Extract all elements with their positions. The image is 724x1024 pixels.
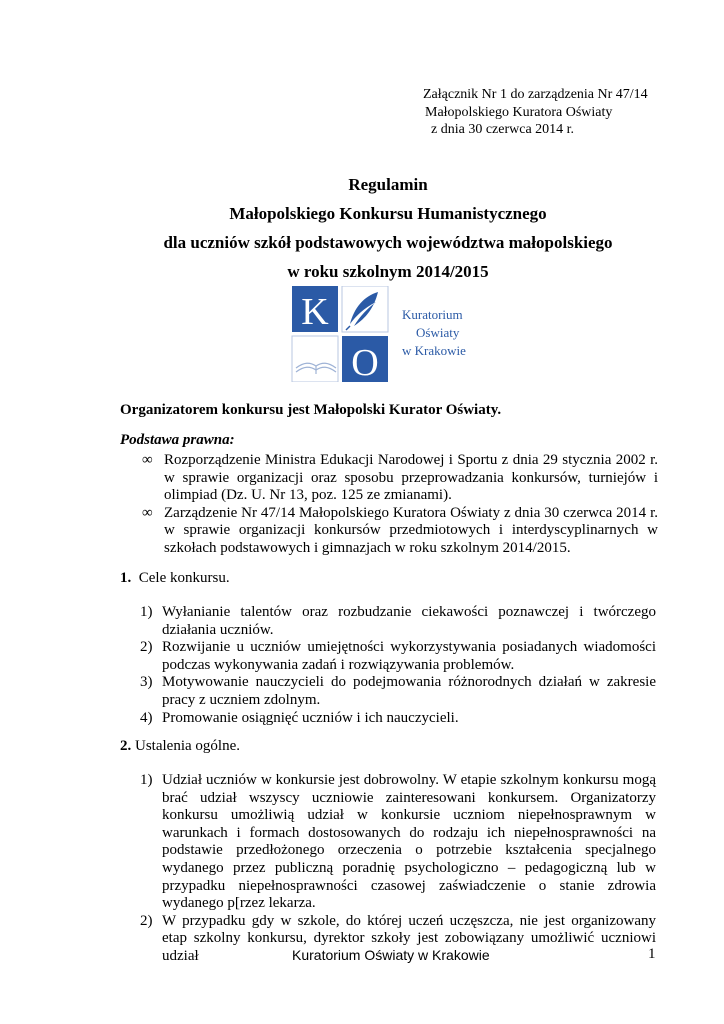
logo-k-letter: K <box>301 291 329 333</box>
section-number: 1. <box>120 570 132 586</box>
legal-basis-item <box>120 452 658 505</box>
item-text: Motywowanie nauczycieli do podejmowania różnorodnych działań w zakresie pracy z uczniem zdolnym. <box>162 674 656 708</box>
list-item <box>140 710 656 728</box>
item-text: Rozwijanie u uczniów umiejętności wykorzystywania posiadanych wiadomości podczas wykonywania zadań i rozwiązywania problemów. <box>162 639 656 673</box>
item-text: Promowanie osiągnięć uczniów i ich nauczycieli. <box>162 709 459 726</box>
section-number: 2. <box>120 738 132 754</box>
logo-text-line-2: Oświaty <box>416 325 460 340</box>
logo-book-square <box>292 336 338 382</box>
logo-text-line-1: Kuratorium <box>402 307 463 322</box>
logo-quill-square <box>342 286 388 332</box>
title-line: Regulamin <box>348 175 428 194</box>
list-item <box>140 604 656 639</box>
item-number: 4) <box>140 709 153 726</box>
list-item <box>140 772 656 913</box>
list-item <box>140 674 656 709</box>
logo-text-line-3: w Krakowie <box>402 343 466 358</box>
item-text: Wyłanianie talentów oraz rozbudzanie ciekawości poznawczej i twórczego działania uczniów. <box>162 604 656 638</box>
section-2-heading <box>120 738 240 755</box>
legal-basis-text: Zarządzenie Nr 47/14 Małopolskiego Kuratora Oświaty z dnia 30 czerwca 2014 r. w sprawie organizacji konkursów przedmiotowych i interdyscyplinarnych w szkołach podstawowych i gimnazjach w roku szkolnym 2014/2015. <box>164 504 658 556</box>
section-title: Ustalenia ogólne. <box>135 738 240 754</box>
section-title: Cele konkursu. <box>138 570 230 586</box>
legal-basis-heading: Podstawa prawna: <box>120 432 235 448</box>
item-number: 1) <box>140 604 153 620</box>
title-line: w roku szkolnym 2014/2015 <box>287 262 489 281</box>
list-item <box>140 639 656 674</box>
item-number: 3) <box>140 674 153 691</box>
organizer-statement: Organizatorem konkursu jest Małopolski Kurator Oświaty. <box>120 402 502 418</box>
logo-o-letter: O <box>351 342 379 382</box>
legal-basis-list <box>120 452 658 558</box>
kuratorium-logo <box>290 286 490 382</box>
infinity-bullet-icon: ∞ <box>142 452 153 468</box>
legal-basis-text: Rozporządzenie Ministra Edukacji Narodowej i Sportu z dnia 29 stycznia 2002 r. w sprawie organizacji oraz sposobu przeprowadzania konkursów, turniejów i olimpiad (Dz. U. Nr 13, poz. 125 ze zmianami). <box>164 452 658 504</box>
title-line: dla uczniów szkół podstawowych województwa małopolskiego <box>163 233 613 252</box>
title-line: Małopolskiego Konkursu Humanistycznego <box>229 204 547 223</box>
attachment-note <box>423 86 648 139</box>
attachment-line: z dnia 30 czerwca 2014 r. <box>431 122 575 137</box>
legal-basis-item <box>120 505 658 558</box>
page-number: 1 <box>648 946 656 962</box>
document-title <box>0 170 724 286</box>
attachment-line: Załącznik Nr 1 do zarządzenia Nr 47/14 <box>423 87 648 102</box>
logo-graphic <box>290 286 490 382</box>
item-number: 1) <box>140 772 153 788</box>
item-number: 2) <box>140 912 153 929</box>
footer-text: Kuratorium Oświaty w Krakowie <box>292 947 490 963</box>
attachment-line: Małopolskiego Kuratora Oświaty <box>425 104 613 120</box>
section-1-list <box>140 604 656 727</box>
section-1-heading <box>120 570 230 587</box>
item-text: W przypadku gdy w szkole, do której uczeń uczęszcza, nie jest organizowany etap szkolny konkursu, dyrektor szkoły jest zobowiązany umożliwić uczniowi udział <box>162 912 656 964</box>
item-text: Udział uczniów w konkursie jest dobrowolny. W etapie szkolnym konkursu mogą brać udział wszyscy uczniowie zainteresowani konkursem. Organizatorzy konkursu umożliwią udział w konkursie uczniom niepełnosprawnym w warunkach i formach dostosowanych do rodzaju ich niepełnosprawności na podstawie przedłożonego orzeczenia o potrzebie kształcenia specjalnego wydanego przez publiczną poradnię psychologiczno – pedagogiczną lub w przypadku niepełnosprawności czasowej zaświadczenie o stanie zdrowia wydanego p[rzez lekarza. <box>162 772 656 912</box>
infinity-bullet-icon: ∞ <box>142 504 153 521</box>
item-number: 2) <box>140 639 153 656</box>
section-2-list <box>140 772 656 966</box>
